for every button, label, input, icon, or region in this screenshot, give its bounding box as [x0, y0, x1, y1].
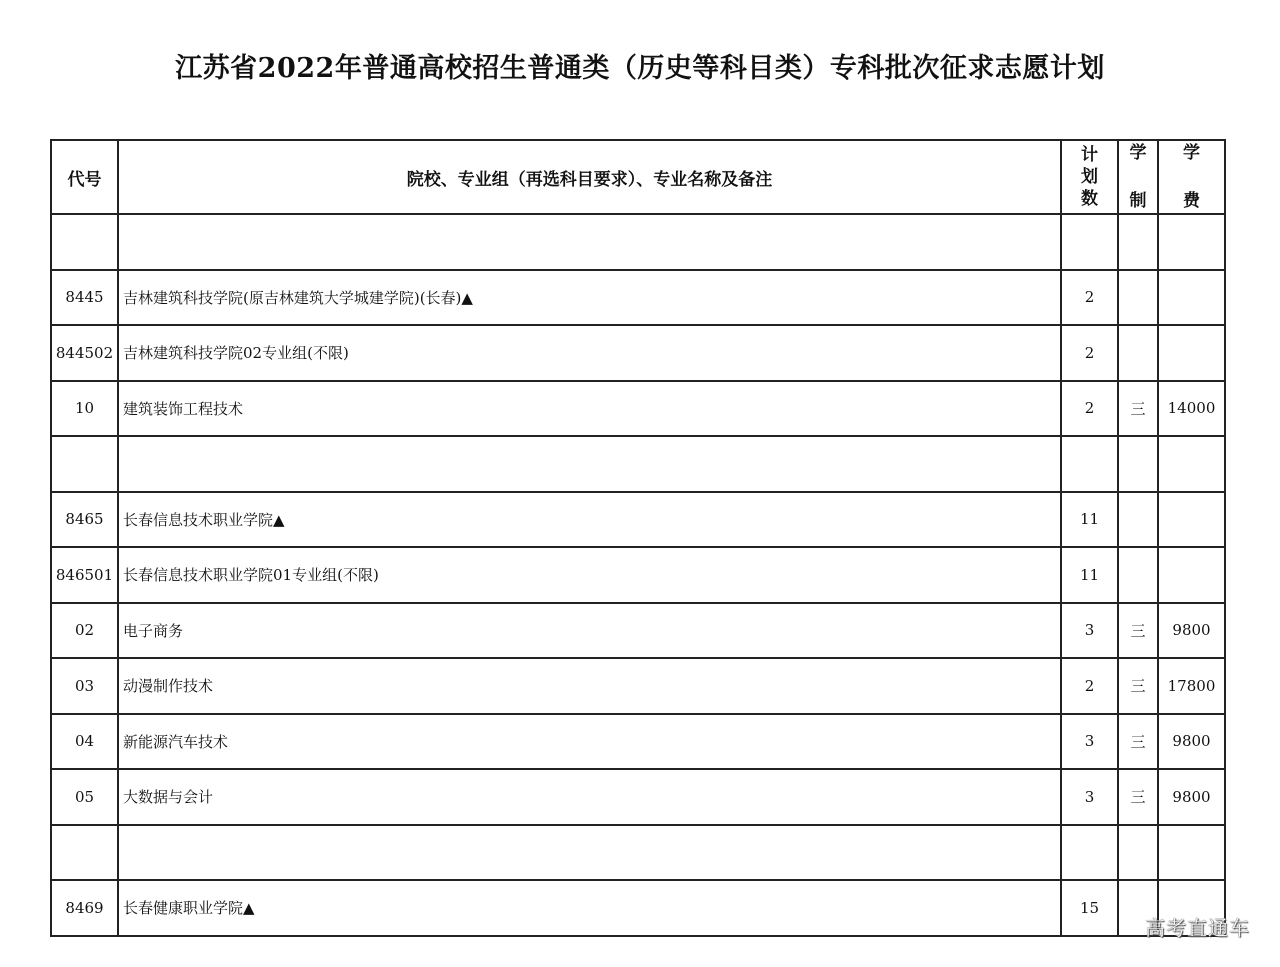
header-years-char: 制	[1129, 191, 1147, 211]
header-plan	[1061, 140, 1118, 214]
table-row	[51, 436, 1225, 492]
cell-code: 8465	[51, 492, 118, 548]
enrollment-plan-table	[50, 139, 1226, 937]
header-fee	[1158, 140, 1225, 214]
cell-years	[1118, 547, 1158, 603]
cell-years	[1118, 492, 1158, 548]
cell-name: 长春信息技术职业学院▲	[118, 492, 1061, 548]
table-row	[51, 547, 1225, 603]
cell-code	[51, 825, 118, 881]
cell-name: 长春信息技术职业学院01专业组(不限)	[118, 547, 1061, 603]
cell-plan: 3	[1061, 603, 1118, 659]
header-years-char: 学	[1129, 143, 1147, 163]
cell-name: 动漫制作技术	[118, 658, 1061, 714]
cell-code	[51, 214, 118, 270]
cell-name: 建筑装饰工程技术	[118, 381, 1061, 437]
cell-plan: 2	[1061, 381, 1118, 437]
cell-years	[1118, 325, 1158, 381]
cell-plan: 11	[1061, 492, 1118, 548]
cell-code: 03	[51, 658, 118, 714]
cell-years: 三	[1118, 658, 1158, 714]
cell-code: 05	[51, 769, 118, 825]
cell-code: 8445	[51, 270, 118, 326]
cell-fee	[1158, 825, 1225, 881]
cell-fee: 17800	[1158, 658, 1225, 714]
cell-fee	[1158, 547, 1225, 603]
table-row	[51, 714, 1225, 770]
cell-code: 844502	[51, 325, 118, 381]
header-plan-char: 计	[1081, 145, 1098, 165]
table-row	[51, 270, 1225, 326]
header-plan-char: 数	[1081, 189, 1098, 209]
cell-fee: 14000	[1158, 381, 1225, 437]
cell-code: 02	[51, 603, 118, 659]
table-row	[51, 381, 1225, 437]
cell-code: 8469	[51, 880, 118, 936]
cell-code: 846501	[51, 547, 118, 603]
cell-years: 三	[1118, 381, 1158, 437]
table-row	[51, 769, 1225, 825]
table-row	[51, 825, 1225, 881]
cell-fee: 9800	[1158, 769, 1225, 825]
cell-name: 大数据与会计	[118, 769, 1061, 825]
cell-code: 04	[51, 714, 118, 770]
cell-fee	[1158, 325, 1225, 381]
cell-fee	[1158, 492, 1225, 548]
header-plan-char: 划	[1081, 167, 1098, 187]
cell-name: 吉林建筑科技学院02专业组(不限)	[118, 325, 1061, 381]
cell-plan: 11	[1061, 547, 1118, 603]
cell-plan: 3	[1061, 714, 1118, 770]
cell-name	[118, 214, 1061, 270]
cell-plan	[1061, 436, 1118, 492]
page-title: 江苏省2022年普通高校招生普通类（历史等科目类）专科批次征求志愿计划	[175, 53, 1105, 84]
table-row	[51, 603, 1225, 659]
cell-name	[118, 825, 1061, 881]
cell-plan: 2	[1061, 658, 1118, 714]
cell-plan: 15	[1061, 880, 1118, 936]
cell-fee: 9800	[1158, 603, 1225, 659]
cell-code	[51, 436, 118, 492]
cell-plan: 2	[1061, 270, 1118, 326]
watermark-text: 高考直通车	[1145, 916, 1250, 940]
cell-fee	[1158, 436, 1225, 492]
table-row	[51, 880, 1225, 936]
cell-plan: 3	[1061, 769, 1118, 825]
cell-years	[1118, 270, 1158, 326]
cell-years: 三	[1118, 769, 1158, 825]
cell-name	[118, 436, 1061, 492]
header-fee-char: 费	[1183, 191, 1200, 211]
cell-plan	[1061, 214, 1118, 270]
cell-years	[1118, 436, 1158, 492]
table-row	[51, 325, 1225, 381]
table-row	[51, 492, 1225, 548]
header-fee-char: 学	[1183, 143, 1200, 163]
table-header-row	[51, 140, 1225, 214]
cell-code: 10	[51, 381, 118, 437]
cell-years: 三	[1118, 603, 1158, 659]
cell-fee: 9800	[1158, 714, 1225, 770]
cell-plan: 2	[1061, 325, 1118, 381]
cell-name: 新能源汽车技术	[118, 714, 1061, 770]
cell-fee	[1158, 270, 1225, 326]
table-row	[51, 214, 1225, 270]
table-row	[51, 658, 1225, 714]
header-years	[1118, 140, 1158, 214]
cell-name: 电子商务	[118, 603, 1061, 659]
cell-years	[1118, 214, 1158, 270]
cell-name: 吉林建筑科技学院(原吉林建筑大学城建学院)(长春)▲	[118, 270, 1061, 326]
header-name: 院校、专业组（再选科目要求）、专业名称及备注	[118, 140, 1061, 214]
cell-years	[1118, 825, 1158, 881]
cell-name: 长春健康职业学院▲	[118, 880, 1061, 936]
cell-years: 三	[1118, 714, 1158, 770]
cell-fee	[1158, 214, 1225, 270]
cell-plan	[1061, 825, 1118, 881]
header-code: 代号	[51, 140, 118, 214]
